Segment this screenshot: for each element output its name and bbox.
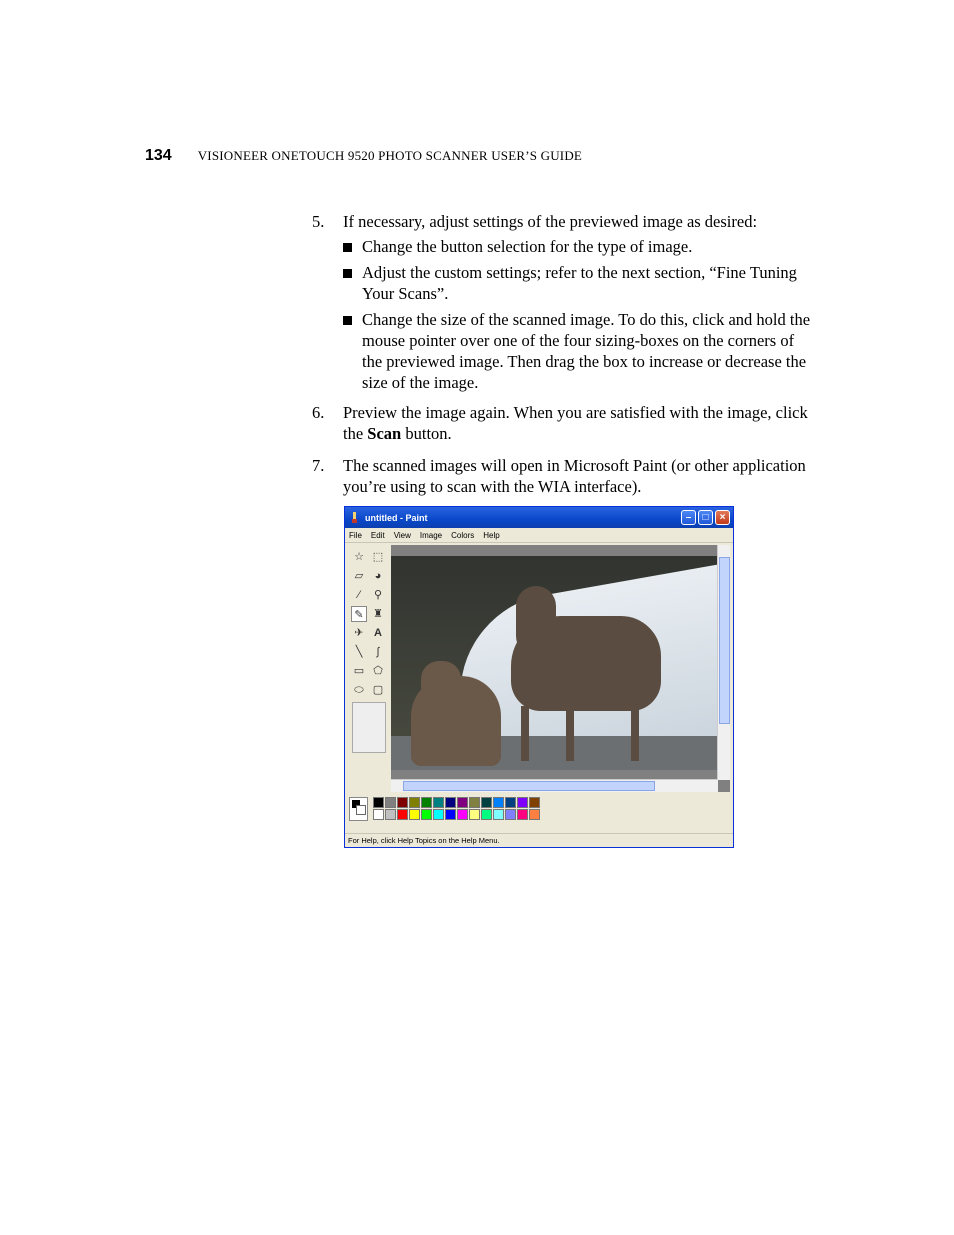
color-swatch[interactable]: [493, 797, 504, 808]
color-swatch[interactable]: [373, 809, 384, 820]
rounded-rect-icon[interactable]: ▢: [372, 684, 384, 696]
color-swatch[interactable]: [469, 797, 480, 808]
deer-head: [516, 586, 556, 656]
pencil-icon[interactable]: ✎: [351, 606, 367, 622]
window-controls: [681, 510, 730, 525]
menu-colors[interactable]: Colors: [451, 530, 475, 540]
paint-app-icon: [349, 512, 360, 523]
page-header: [145, 147, 582, 165]
color-swatch[interactable]: [493, 809, 504, 820]
scan-term: Scan: [367, 424, 402, 443]
step-number: 5.: [312, 212, 325, 231]
minimize-button[interactable]: –: [681, 510, 696, 525]
color-swatch[interactable]: [469, 809, 480, 820]
ellipse-icon[interactable]: ⬭: [354, 684, 364, 696]
rect-select-icon[interactable]: ⬚: [372, 551, 384, 563]
window-title: untitled - Paint: [365, 512, 428, 523]
square-bullet-icon: [343, 269, 352, 278]
eyedropper-icon[interactable]: ⁄: [358, 589, 360, 601]
running-title: VISIONEER ONETOUCH 9520 PHOTO SCANNER USER’S GUIDE: [197, 148, 583, 163]
deer-leg: [631, 701, 639, 761]
paint-window-screenshot: [344, 506, 734, 848]
swatch-grid: [373, 797, 540, 823]
step-7: [312, 455, 812, 497]
color-swatch[interactable]: [397, 809, 408, 820]
brush-icon[interactable]: ♜: [373, 608, 383, 620]
magnifier-icon[interactable]: ⚲: [373, 589, 383, 601]
free-select-icon[interactable]: ☆: [354, 551, 364, 563]
color-swatch[interactable]: [421, 797, 432, 808]
color-swatch[interactable]: [529, 797, 540, 808]
square-bullet-icon: [343, 243, 352, 252]
title-bar[interactable]: [345, 507, 733, 528]
eraser-icon[interactable]: ▱: [354, 570, 364, 582]
horizontal-scrollbar[interactable]: [391, 779, 718, 792]
color-swatch[interactable]: [409, 797, 420, 808]
text-tool-icon[interactable]: Α: [374, 627, 382, 639]
fill-bucket-icon[interactable]: ◕: [374, 570, 382, 582]
step-text: If necessary, adjust settings of the previewed image as desired:: [343, 212, 758, 231]
color-swatch[interactable]: [445, 809, 456, 820]
color-swatch[interactable]: [445, 797, 456, 808]
menu-image[interactable]: Image: [419, 530, 443, 540]
color-swatch[interactable]: [481, 797, 492, 808]
bullet-item: Change the button selection for the type of image.: [343, 236, 812, 257]
line-icon[interactable]: ╲: [355, 646, 363, 658]
step-number: 6.: [312, 403, 325, 422]
color-swatch[interactable]: [373, 797, 384, 808]
scroll-thumb[interactable]: [403, 781, 655, 791]
curve-icon[interactable]: ∫: [376, 646, 380, 658]
menu-help[interactable]: Help: [483, 530, 500, 540]
color-palette: [349, 797, 540, 823]
status-bar: For Help, click Help Topics on the Help Menu.: [345, 833, 733, 847]
color-swatch[interactable]: [385, 809, 396, 820]
maximize-button[interactable]: □: [698, 510, 713, 525]
vertical-scrollbar[interactable]: [717, 545, 730, 780]
color-swatch[interactable]: [433, 797, 444, 808]
polygon-icon[interactable]: ⬠: [373, 665, 383, 677]
bullet-item: Adjust the custom settings; refer to the next section, “Fine Tuning Your Scans”.: [343, 262, 812, 304]
fawn-head: [421, 661, 461, 716]
color-swatch[interactable]: [505, 797, 516, 808]
color-swatch[interactable]: [409, 809, 420, 820]
rectangle-icon[interactable]: ▭: [353, 665, 365, 677]
color-swatch[interactable]: [397, 797, 408, 808]
airbrush-icon[interactable]: ✈: [354, 627, 364, 639]
menu-edit[interactable]: Edit: [370, 530, 385, 540]
step-text: Preview the image again. When you are satisfied with the image, click the Scan button.: [343, 403, 808, 443]
step-number: 7.: [312, 456, 325, 475]
color-swatch[interactable]: [457, 809, 468, 820]
step-6: [312, 402, 812, 444]
step-text: The scanned images will open in Microsoft Paint (or other application you’re using to scan with the WIA interface).: [343, 456, 806, 496]
canvas-area[interactable]: [391, 545, 730, 792]
scroll-thumb[interactable]: [719, 557, 730, 724]
color-swatch[interactable]: [517, 809, 528, 820]
menu-bar: [345, 528, 733, 543]
color-swatch[interactable]: [481, 809, 492, 820]
color-swatch[interactable]: [529, 809, 540, 820]
close-button[interactable]: ×: [715, 510, 730, 525]
color-swatch[interactable]: [517, 797, 528, 808]
deer-photo: [391, 556, 718, 770]
step-5: [312, 211, 812, 393]
color-swatch[interactable]: [457, 797, 468, 808]
square-bullet-icon: [343, 316, 352, 325]
bullet-item: Change the size of the scanned image. To do this, click and hold the mouse pointer over one of the four sizing-boxes on the corners of the previewed image. Then drag the box to increase or decrease the size of the image.: [343, 309, 812, 393]
current-colors: [349, 797, 368, 821]
menu-file[interactable]: File: [349, 530, 362, 540]
bullet-list: [343, 236, 812, 393]
color-swatch[interactable]: [505, 809, 516, 820]
page-number: 134: [145, 147, 172, 164]
color-swatch[interactable]: [421, 809, 432, 820]
menu-view[interactable]: View: [393, 530, 411, 540]
tool-options-box[interactable]: [352, 702, 386, 753]
deer-leg: [566, 706, 574, 761]
color-swatch[interactable]: [433, 809, 444, 820]
instructions: [312, 211, 812, 506]
color-swatch[interactable]: [385, 797, 396, 808]
background-color: [356, 805, 366, 815]
deer-leg: [521, 706, 529, 761]
